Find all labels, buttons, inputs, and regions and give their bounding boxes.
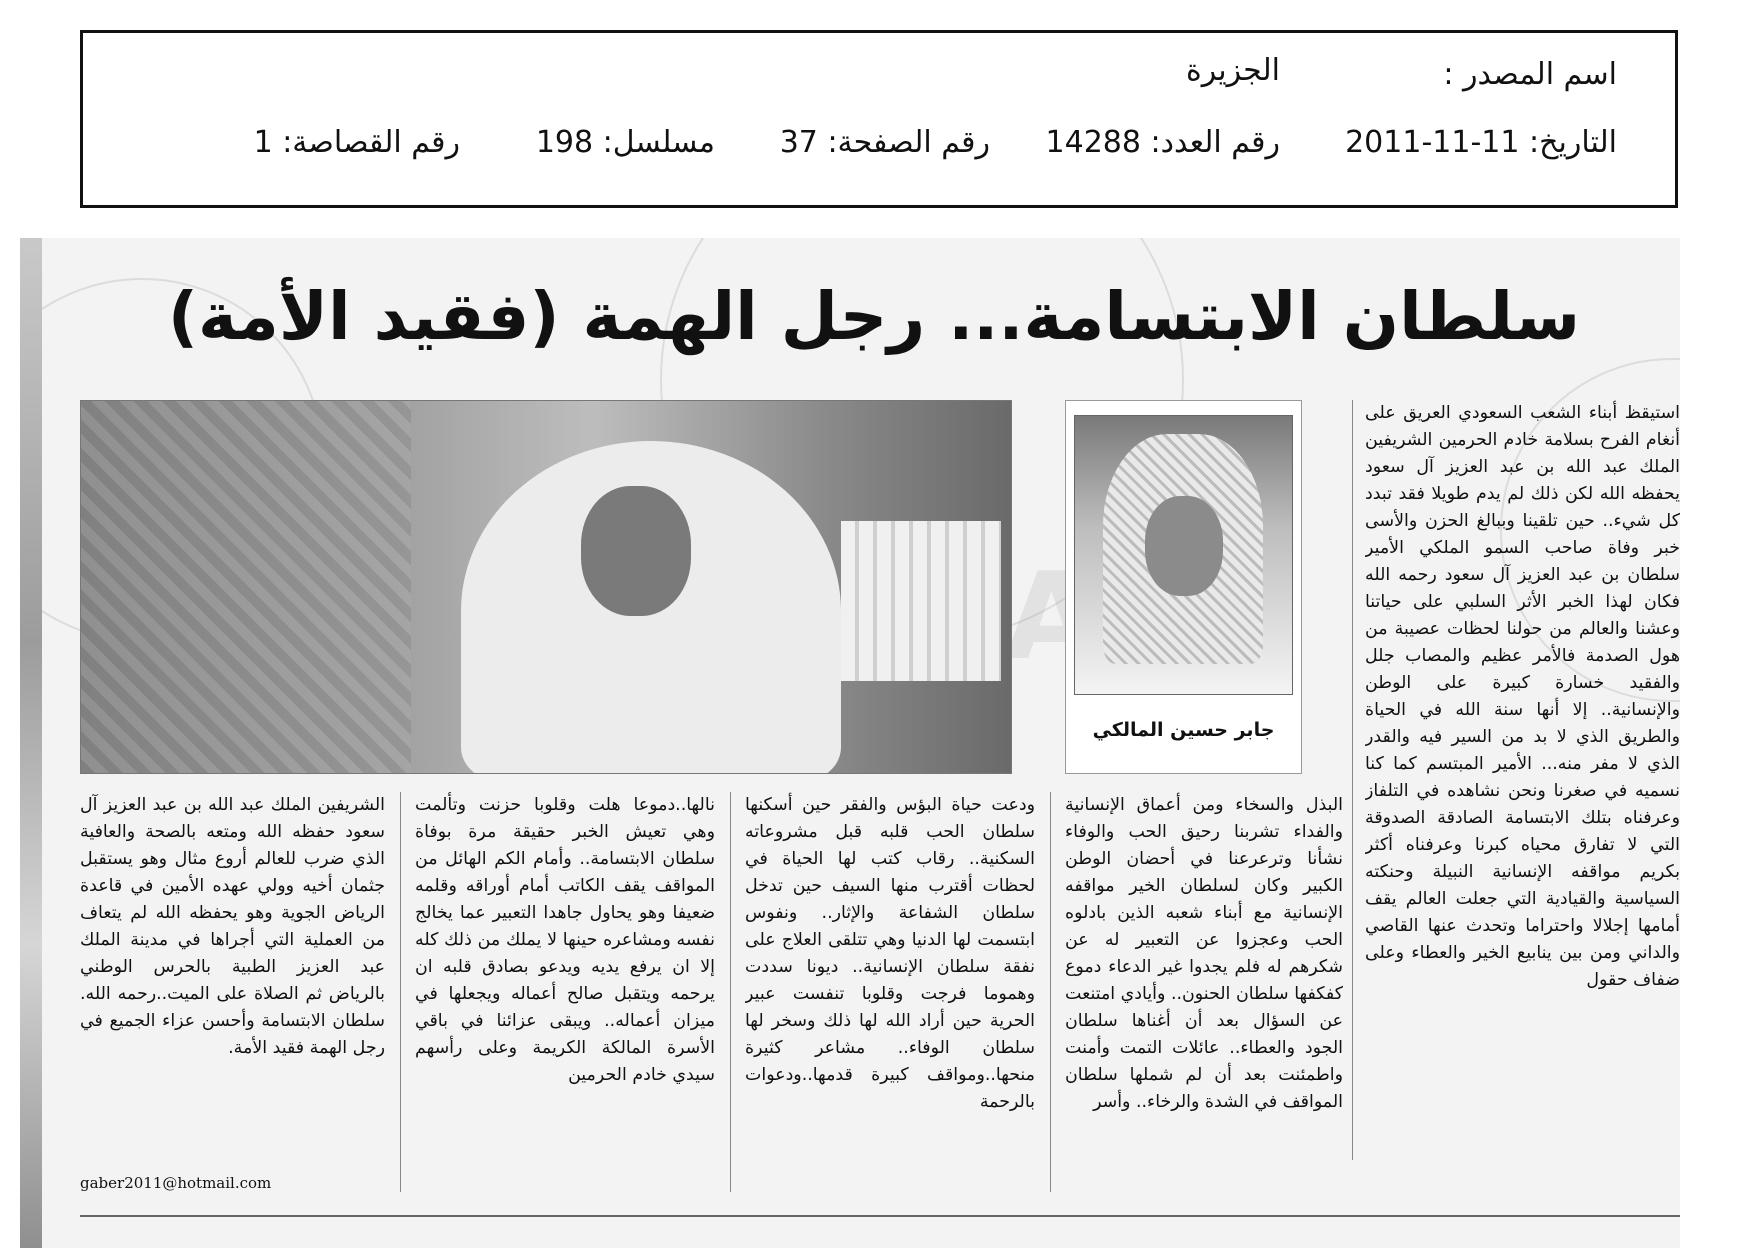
author-face xyxy=(1145,496,1223,596)
author-photo-frame xyxy=(1065,400,1302,774)
page-number-field: رقم الصفحة: 37 xyxy=(779,125,990,160)
photo-background-pattern xyxy=(81,401,411,773)
source-label: اسم المصدر : xyxy=(1443,57,1617,92)
source-value: الجزيرة xyxy=(1185,53,1280,88)
article-column-2: البذل والسخاء ومن أعماق الإنسانية والفداء تشربنا رحيق الحب والوفاء نشأنا وترعرعنا في أحضان الوطن الكبير وكان لسلطان الخير مواقفه الإنسانية مع أبناء شعبه الذين بادلوه الحب وعجزوا عن التعبير له عن شكرهم له فلم يجدوا غير الدعاء دموع كفكفها سلطان الحنون.. وأيادي امتنعت عن السؤال بعد أن أغناها سلطان الجود والعطاء.. عائلات التمت وأمنت واطمئنت بعد أن لم شملها سلطان المواقف في الشدة والرخاء.. وأسر xyxy=(1065,795,1343,1112)
main-article-photo xyxy=(80,400,1012,774)
newspaper-clipping xyxy=(20,238,1680,1248)
article-column-5: الشريفين الملك عبد الله بن عبد العزيز آل سعود حفظه الله ومتعه بالصحة والعافية الذي ضرب للعالم أروع مثال وهو يستقبل جثمان أخيه وولي عهده الأمين في قاعدة الرياض الجوية وهو يحفظه الله لم يتعاف من العملية التي أجراها في مدينة الملك عبد العزيز الطبية بالحرس الوطني بالرياض ثم الصلاة على الميت..رحمه الله. سلطان الابتسامة وأحسن عزاء الجميع في رجل الهمة فقيد الأمة. xyxy=(80,795,385,1058)
article-headline: سلطان الابتسامة... رجل الهمة (فقيد الأمة) xyxy=(167,278,1580,355)
bottom-rule xyxy=(80,1215,1680,1217)
serial-field: مسلسل: 198 xyxy=(535,125,715,160)
author-caption: جابر حسين المالكي xyxy=(1092,719,1275,741)
column-divider xyxy=(730,792,731,1192)
clipping-header-box xyxy=(80,30,1678,208)
article-column-3: ودعت حياة البؤس والفقر حين أسكنها سلطان الحب قلبه قبل مشروعاته السكنية.. رقاب كتب لها الحياة في لحظات أقترب منها السيف حين تدخل سلطان الشفاعة والإثار.. ونفوس ابتسمت لها الدنيا وهي تتلقى العلاج على نفقة سلطان الإنسانية.. ديونا سددت وهموما فرجت وقلوبا تنفست عبير الحرية حين أراد الله لها ذلك وسخر لها سلطان الوفاء.. مشاعر كثيرة منحها..ومواقف كبيرة قدمها..ودعوات بالرحمة xyxy=(745,795,1035,1112)
author-photo xyxy=(1074,415,1293,695)
clip-number-field: رقم القصاصة: 1 xyxy=(253,125,460,160)
article-column-4: نالها..دموعا هلت وقلوبا حزنت وتألمت وهي تعيش الخبر حقيقة مرة بوفاة سلطان الابتسامة.. وأمام الكم الهائل من المواقف يقف الكاتب أمام أوراقه وقلمه ضعيفا وهو يحاول جاهدا التعبير عما يخالج نفسه ومشاعره حينها لا يملك من ذلك كله إلا ان يرفع يديه ويدعو بصادق قلبه ان يرحمه ويتقبل صالح أعماله ويجعلها في ميزان أعماله.. ويبقى عزائنا في باقي الأسرة المالكة الكريمة وعلى رأسهم سيدي خادم الحرمين xyxy=(415,795,715,1085)
column-divider xyxy=(1050,792,1051,1192)
column-divider xyxy=(1352,400,1353,1160)
photo-face xyxy=(581,486,691,616)
column-divider xyxy=(400,792,401,1192)
issue-number-field: رقم العدد: 14288 xyxy=(1045,125,1280,160)
author-email: gaber2011@hotmail.com xyxy=(80,1174,272,1192)
adjacent-page-edge xyxy=(20,238,42,1248)
photo-bookshelf xyxy=(841,521,1001,681)
article-column-1: استيقظ أبناء الشعب السعودي العريق على أنغام الفرح بسلامة خادم الحرمين الشريفين الملك عبد الله بن عبد العزيز آل سعود يحفظه الله لكن ذلك لم يدم طويلا فقد تبدد كل شيء.. حين تلقينا وببالغ الحزن والأسى خبر وفاة صاحب السمو الملكي الأمير سلطان بن عبد العزيز آل سعود رحمه الله فكان لهذا الخبر الأثر السلبي على حياتنا وعشنا والعالم من حولنا لحظات عصيبة من هول الصدمة فالأمر عظيم والمصاب جلل والفقيد خسارة كبيرة على الوطن والإنسانية.. إلا أنها سنة الله في الحياة والطريق الذي لا بد من السير فيه والقدر الذي لا مفر منه... الأمير المبتسم كما كنا نسميه في صغرنا ونحن نشاهده في التلفاز وعرفناه بتلك الابتسامة الصادقة الصدوقة التي لا تفارق محياه كبرنا وعرفناه أكثر بكريم مواقفه الإنسانية النبيلة وحنكته السياسية والقيادية التي جعلت العالم يقف أمامها إجلالا واحتراما وتحدث عنها القاصي والداني ومن بين ينابيع الخير والعطاء وعلى ضفاف حقول xyxy=(1365,403,1680,990)
date-field: التاريخ: 11-11-2011 xyxy=(1345,125,1617,160)
